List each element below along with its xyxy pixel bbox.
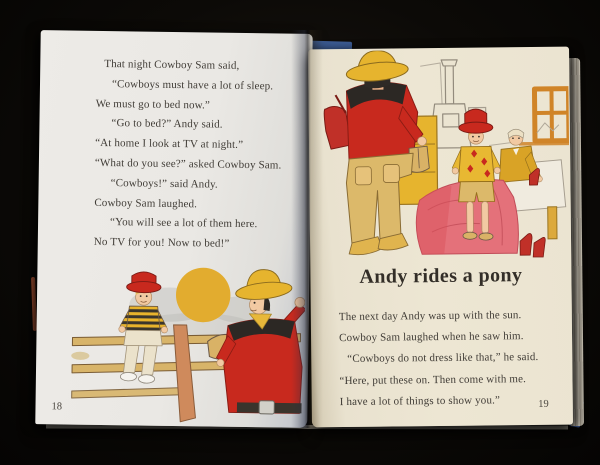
text-line: No TV for you! Now to bed!” — [93, 236, 230, 250]
cowboy-sam-back-figure — [324, 50, 431, 255]
left-page-text — [94, 55, 303, 256]
text-line: “Cowboys!” said Andy. — [110, 176, 218, 191]
text-line: Cowboy Sam laughed. — [94, 196, 198, 210]
left-page — [35, 30, 312, 428]
text-line: I have a lot of things to show you.” — [339, 394, 501, 408]
red-boots-floor — [520, 233, 545, 257]
text-line: We must go to bed now.” — [95, 97, 211, 112]
text-line: “You will see a lot of them here. — [110, 216, 258, 231]
window — [518, 89, 569, 146]
text-line: “Go to bed?” Andy said. — [111, 117, 223, 132]
right-page-text — [339, 305, 565, 413]
text-line: Cowboy Sam laughed when he saw him. — [338, 330, 524, 345]
right-page-illustration — [322, 49, 570, 264]
left-page-illustration — [67, 263, 305, 428]
text-line: “At home I look at TV at night.” — [95, 137, 244, 152]
chapter-heading: Andy rides a pony — [359, 264, 523, 288]
page-number-right: 19 — [538, 398, 549, 410]
page-number-left: 18 — [51, 401, 63, 413]
text-line: “Cowboys must have a lot of sleep. — [111, 77, 274, 93]
text-line: “Here, put these on. Then come with me. — [339, 372, 527, 387]
right-page — [308, 47, 573, 428]
text-line: That night Cowboy Sam said, — [104, 58, 240, 72]
text-line: “Cowboys do not dress like that,” he said. — [347, 351, 539, 366]
text-line: “What do you see?” asked Cowboy Sam. — [94, 156, 282, 172]
text-line: The next day Andy was up with the sun. — [338, 309, 522, 324]
